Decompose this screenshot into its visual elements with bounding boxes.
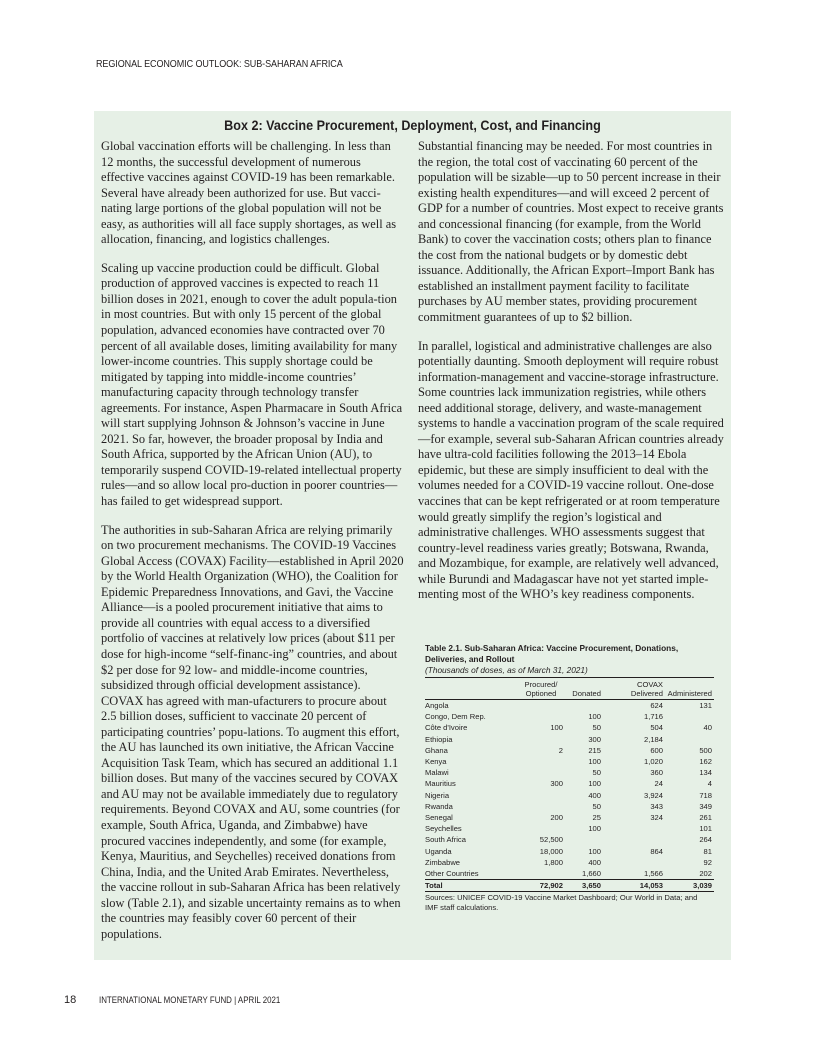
box-title: Box 2: Vaccine Procurement, Deployment, Cost, and Financing — [224, 117, 601, 133]
header-covax-delivered: COVAX Delivered — [630, 680, 663, 698]
cell-procured: 52,500 — [539, 835, 563, 845]
cell-administered: 202 — [699, 869, 712, 879]
cell-donated: 400 — [588, 790, 601, 800]
page-footer — [64, 990, 305, 1008]
table-header-row — [425, 678, 714, 700]
cell-procured: 200 — [550, 813, 563, 823]
vaccine-table — [425, 677, 714, 892]
cell-donated: 100 — [588, 757, 601, 767]
cell-covax-delivered: 2,184 — [643, 734, 663, 744]
cell-country: South Africa — [425, 835, 466, 845]
cell-administered: 261 — [699, 813, 712, 823]
table-source: Sources: UNICEF COVID-19 Vaccine Market Dashboard; Our World in Data; and IMF staff calculations. — [425, 893, 698, 913]
cell-procured: 2 — [558, 745, 563, 755]
header-donated: Donated — [572, 689, 601, 698]
cell-country: Zimbabwe — [425, 857, 461, 867]
cell-procured — [517, 801, 565, 812]
cell-covax-delivered: 624 — [650, 701, 663, 710]
cell-donated: 300 — [588, 734, 601, 744]
cell-procured: 100 — [550, 723, 563, 733]
page-number: 18 — [64, 994, 77, 1006]
cell-donated: 215 — [588, 745, 601, 755]
cell-country: Senegal — [425, 813, 453, 823]
total-cell-country: Total — [425, 881, 443, 891]
cell-administered — [665, 711, 714, 722]
cell-procured — [517, 756, 565, 767]
table-row — [425, 834, 714, 845]
cell-donated — [565, 834, 603, 845]
cell-donated: 100 — [588, 846, 601, 856]
cell-covax-delivered: 24 — [654, 779, 663, 789]
paragraph-global-vaccination: Global vaccination efforts will be challenging. In less than 12 months, the successful development of numerous effective vaccines against COVID-19 has been remarkable. Several have already been authorized for use. But vacci-nating large portions of the global population will not be easy, as authorities will all face supply shortages, as well as allocation, financing, and logistics challenges. — [101, 139, 397, 247]
table-total-row — [425, 880, 714, 892]
cell-procured — [517, 711, 565, 722]
cell-administered: 500 — [699, 745, 712, 755]
cell-covax-delivered: 600 — [650, 745, 663, 755]
paragraph-logistical-challenges: In parallel, logistical and administrative challenges are also potentially daunting. Smooth deployment will require robust information-management and vaccine-storage infrastructure. Some countries lack immunization registries, while others need additional storage, delivery, and waste-management systems to handle a vaccination program of the scale required—for example, several sub-Saharan African countries already have ultra-cold facilities following the 2013–14 Ebola epidemic, but these are simply insufficient to deal with the volumes needed for a COVID-19 vaccine rollout. One-dose vaccines that can be kept refrigerated or at room temperature would greatly simplify the region’s logistical and administrative challenges. WHO assessments suggest that country-level readiness varies greatly; Botswana, Rwanda, and Mozambique, for example, are relatively well advanced, while Burundi and Madagascar have not yet started imple-menting most of the WHO’s key readiness components. — [418, 338, 724, 602]
table-row — [425, 823, 714, 834]
cell-donated: 50 — [592, 723, 601, 733]
cell-administered: 162 — [699, 757, 712, 767]
cell-covax-delivered: 1,716 — [643, 712, 663, 722]
table-2-1 — [425, 643, 712, 913]
cell-covax-delivered: 504 — [650, 723, 663, 733]
cell-covax-delivered: 864 — [650, 846, 663, 856]
header-procured: Procured/ Optioned — [524, 680, 558, 698]
table-row — [425, 700, 714, 712]
total-cell-administered: 3,039 — [692, 881, 712, 891]
cell-covax-delivered — [603, 857, 665, 868]
header-administered: Administered — [667, 689, 712, 698]
cell-donated: 100 — [588, 779, 601, 789]
cell-country: Nigeria — [425, 790, 450, 800]
table-row — [425, 812, 714, 823]
cell-administered: 134 — [699, 768, 712, 778]
cell-administered — [665, 734, 714, 745]
cell-covax-delivered: 343 — [650, 801, 663, 811]
cell-country: Congo, Dem Rep. — [425, 712, 486, 722]
cell-administered: 40 — [703, 723, 712, 733]
cell-administered: 131 — [699, 701, 712, 710]
cell-procured — [517, 700, 565, 712]
cell-administered: 81 — [703, 846, 712, 856]
cell-covax-delivered: 1,566 — [643, 869, 663, 879]
cell-covax-delivered: 324 — [650, 813, 663, 823]
table-row — [425, 846, 714, 857]
table-row — [425, 756, 714, 767]
paragraph-substantial-financing: Substantial financing may be needed. For most countries in the region, the total cost of vaccinating 60 percent of the population will be sizable—up to 50 percent increase in their existing health expenditures—and will exceed 2 percent of GDP for a number of countries. Most expect to receive grants and concessional financing (for example, from the World Bank) to cover the vaccination costs; others plan to finance the cost from the national budgets or by domestic debt issuance. Additionally, the African Export–Import Bank has established an installment payment facility to facilitate purchases by AU member states, providing procurement commitment guarantees of up to $2 billion. — [418, 139, 724, 325]
cell-administered: 264 — [699, 835, 712, 845]
left-column — [101, 139, 404, 955]
cell-procured — [517, 790, 565, 801]
cell-country: Mauritius — [425, 779, 456, 789]
cell-procured — [517, 767, 565, 778]
cell-country: Ghana — [425, 745, 448, 755]
table-row — [425, 734, 714, 745]
cell-country: Rwanda — [425, 801, 453, 811]
cell-country: Ethiopia — [425, 734, 453, 744]
cell-donated: 400 — [588, 857, 601, 867]
cell-donated: 1,660 — [581, 869, 601, 879]
table-subtitle: (Thousands of doses, as of March 31, 2021) — [425, 665, 588, 675]
table-title: Table 2.1. Sub-Saharan Africa: Vaccine Procurement, Donations, Deliveries, and Rollout — [425, 643, 679, 664]
cell-donated: 100 — [588, 712, 601, 722]
cell-covax-delivered — [603, 834, 665, 845]
cell-procured — [517, 868, 565, 880]
cell-country: Malawi — [425, 768, 449, 778]
cell-country: Côte d'Ivoire — [425, 723, 468, 733]
total-cell-covax-delivered: 14,053 — [639, 881, 663, 891]
paragraph-scaling-up-production: Scaling up vaccine production could be difficult. Global production of approved vaccines is expected to reach 11 billion doses in 2021, enough to cover the adult popula-tion in most countries. But with only 15 percent of the global population, advanced economies have contracted over 70 percent of all available doses, limiting availability for many lower-income countries. This supply shortage could be mitigated by tapping into middle-income countries’ manufacturing capacity through technology transfer agreements. For instance, Aspen Pharmacare in South Africa will start supplying Johnson & Johnson’s vaccine in June 2021. So far, however, the broader proposal by India and South Africa, supported by the African Union (AU), to temporarily suspend COVID-19-related intellectual property rules—and so allow local pro-duction in poorer countries—has failed to get widespread support. — [101, 260, 403, 509]
cell-donated: 25 — [592, 813, 601, 823]
cell-donated: 100 — [588, 824, 601, 834]
cell-covax-delivered: 3,924 — [643, 790, 663, 800]
cell-administered: 349 — [699, 801, 712, 811]
running-head: REGIONAL ECONOMIC OUTLOOK: SUB-SAHARAN AFRICA — [96, 58, 343, 70]
table-row — [425, 745, 714, 756]
table-row — [425, 801, 714, 812]
cell-covax-delivered — [603, 823, 665, 834]
header-country — [425, 678, 517, 700]
table-row — [425, 711, 714, 722]
table-row — [425, 790, 714, 801]
table-row — [425, 778, 714, 789]
cell-procured: 1,800 — [543, 857, 563, 867]
cell-procured: 18,000 — [539, 846, 563, 856]
table-body — [425, 700, 714, 892]
cell-covax-delivered: 360 — [650, 768, 663, 778]
cell-administered: 4 — [707, 779, 712, 789]
cell-donated: 50 — [592, 768, 601, 778]
cell-administered: 718 — [699, 790, 712, 800]
box-2 — [94, 111, 731, 960]
cell-country: Uganda — [425, 846, 452, 856]
cell-country: Angola — [425, 701, 449, 710]
total-cell-donated: 3,650 — [581, 881, 601, 891]
cell-procured — [517, 823, 565, 834]
table-row — [425, 722, 714, 733]
right-column — [418, 139, 724, 616]
table-row — [425, 767, 714, 778]
cell-procured: 300 — [550, 779, 563, 789]
cell-administered: 92 — [703, 857, 712, 867]
table-row — [425, 868, 714, 880]
cell-donated — [565, 700, 603, 712]
cell-procured — [517, 734, 565, 745]
cell-covax-delivered: 1,020 — [643, 757, 663, 767]
total-cell-procured: 72,902 — [539, 881, 563, 891]
cell-country: Other Countries — [425, 869, 479, 879]
cell-country: Seychelles — [425, 824, 462, 834]
cell-donated: 50 — [592, 801, 601, 811]
cell-country: Kenya — [425, 757, 447, 767]
paragraph-procurement-mechanisms: The authorities in sub-Saharan Africa are relying primarily on two procurement mechanisms. The COVID-19 Vaccines Global Access (COVAX) Facility—established in April 2020 by the World Health Organization (WHO), the Coalition for Epidemic Preparedness Innovations, and Gavi, the Vaccine Alliance—is a pooled procurement initiative that aims to provide all countries with equal access to a diversified portfolio of vaccines at relatively low prices (about $11 per dose for high-income “self-financ-ing” countries, and about $2 per dose for 92 low- and middle-income countries, subsidized through official development assistance). COVAX has agreed with man-ufacturers to procure about 2.5 billion doses, sufficient to vaccinate 20 percent of participating countries’ popu-lations. To augment this effort, the AU has launched its own initiative, the African Vaccine Acquisition Task Team, which has secured an additional 1.1 billion doses. But many of the vaccines secured by COVAX and AU may not be available immediately due to regulatory requirements. Beyond COVAX and AU, some countries (for example, South Africa, Uganda, and Zimbabwe) have procured vaccines independently, and some (for example, Kenya, Mauritius, and Seychelles) received donations from China, India, and the United Arab Emirates. Nevertheless, the vaccine rollout in sub-Saharan Africa has been relatively slow (Table 2.1), and sizable uncertainty remains as to when the countries may feasibly cover 60 percent of their populations. — [101, 522, 404, 941]
footer-text: INTERNATIONAL MONETARY FUND | APRIL 2021 — [98, 995, 281, 1005]
cell-administered: 101 — [699, 824, 712, 834]
table-row — [425, 857, 714, 868]
